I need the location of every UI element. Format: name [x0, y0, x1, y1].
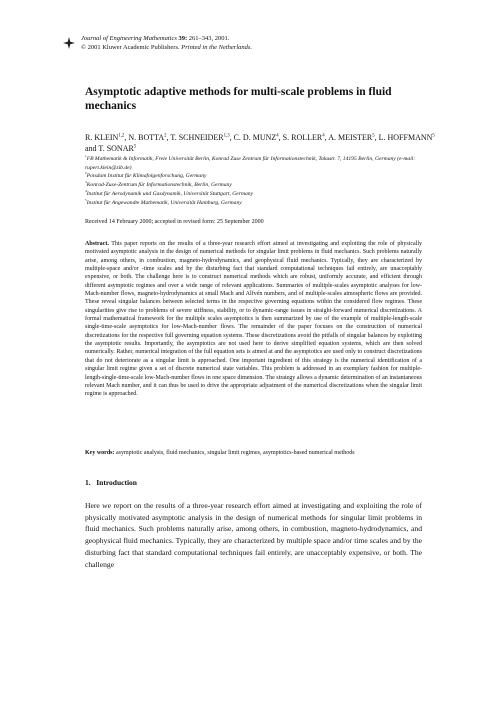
affiliation: $^4$Institut für Aerodynamik und Gasdynamik, Universität Stuttgart, Germany: [85, 188, 254, 197]
section-heading: [85, 478, 137, 487]
journal-header: [62, 35, 252, 52]
author: S. ROLLER$^4$,: [282, 133, 329, 142]
keywords: [85, 449, 422, 457]
printed-line: Printed in the Netherlands.: [181, 43, 253, 51]
author: T. SONAR$^5$: [98, 143, 137, 153]
affiliation: $^2$Potsdam Institut für Klimafolgenforschung, Germany: [85, 171, 207, 180]
abstract: [85, 240, 422, 399]
author: R. KLEIN$^{1,2}$,: [85, 133, 129, 142]
introduction-paragraph: Here we report on the results of a three-year research effort aimed at investigating and exploiting the role of physically motivated asymptotic analysis in the design of numerical methods for singular limit problems in fluid mechanics. Such problems naturally arise, among others, in combustion, magneto-hydrodynamics, and geophysical fluid mechanics. Typically, they are characterized by multiple space and/or time scales and by the disturbing fact that standard computational techniques fail entirely, are unacceptably expensive, or both. The challenge: [85, 501, 422, 569]
author: C. D. MUNZ$^4$,: [233, 133, 283, 142]
paper-title: Asymptotic adaptive methods for multi-scale problems in fluid mechanics: [85, 86, 392, 112]
section-number: 1.: [85, 478, 91, 487]
section-title: Introduction: [96, 478, 137, 487]
author: A. MEISTER$^5$,: [328, 133, 379, 142]
publisher-logo-icon: [62, 36, 75, 49]
copyright-line: © 2001 Kluwer Academic Publishers.: [81, 43, 180, 51]
keywords-label: Key words:: [85, 450, 115, 456]
received-dates: Received 14 February 2000; accepted in revised form: 25 September 2000: [85, 219, 264, 225]
affiliation: $^3$Konrad-Zuse-Zentrum für Informationstechnik, Berlin, Germany: [85, 180, 232, 189]
abstract-label: Abstract.: [85, 241, 109, 247]
journal-volume: 39:: [178, 35, 188, 42]
journal-pages-year: 261–343, 2001.: [188, 35, 230, 42]
author: T. SCHNEIDER$^{1,3}$,: [170, 133, 234, 142]
author: L. HOFFMANN$^5$ and: [85, 133, 435, 153]
keywords-text: asymptotic analysis, fluid mechanics, singular limit regimes, asymptotics-based numerical methods: [116, 450, 355, 456]
author-list: [85, 133, 435, 154]
author: N. BOTTA$^2$,: [128, 133, 171, 142]
journal-name: Journal of Engineering Mathematics: [81, 35, 177, 42]
affiliation: $^1$FB Mathematik & Informatik, Freie Universität Berlin, Konrad Zuse Zentrum für Informationstechnik, Takustr. 7, 14195 Berlin, Germany (e-mail: rupert.klein@zib.de): [85, 154, 416, 171]
affiliation: $^5$Institut für Angewandte Mathematik, Universität Hamburg, Germany: [85, 197, 242, 206]
affiliation-list: [85, 155, 425, 207]
abstract-text: This paper reports on the results of a three-year research effort aimed at investigating and exploiting the role of physically motivated asymptotic analysis in the design of numerical methods for singular limit problems in fluid mechanics. Such problems naturally arise, among others, in combustion, magneto-hydrodynamics, and geophysical fluid mechanics. Typically, they are characterized by multiple-space and/or -time scales and by the disturbing fact that standard computational techniques fail entirely, are unacceptably expensive, or both. The challenge here is to construct numerical methods which are robust, uniformly accurate, and efficient through different asymptotic regimes and over a wide range of relevant applications. Summaries of multiple-scales asymptotic analyses for low-Mach-number flows, magneto-hydrodynamics at small Mach and Alfvén numbers, and of multiple-scales atmospheric flows are provided. These reveal singular balances between selected terms in the respective governing equations within the considered flow regimes. These singularities give rise to problems of severe stiffness, stability, or to dynamic-range issues in straight-forward numerical discretizations. A formal mathematical framework for the multiple scales asymptotics is then summarized by use of the example of multiple-length-scale single-time-scale asymptotics for low-Mach-number flows. The remainder of the paper focuses on the construction of numerical discretizations for the respective full governing equation systems. These discretizations avoid the pitfalls of singular balances by exploiting the asymptotic results. Importantly, the asymptotics are not used here to derive simplified equation systems, which are then solved numerically. Rather, numerical integration of the full equation sets is aimed at and the asymptotics are used only to construct discretizations that do not deteriorate as a singular limit is approached. One important ingredient of this strategy is the numerical identification of a singular limit regime given a set of discrete numerical state variables. This problem is addressed in an exemplary fashion for multiple-length-single-time-scale low-Mach-number flows in one space dimension. The strategy allows a dynamic determination of an instantaneous relevant Mach number, and it can thus be used to drive the appropriate adjustment of the numerical discretizations when the singular limit regime is approached.: [85, 241, 422, 398]
